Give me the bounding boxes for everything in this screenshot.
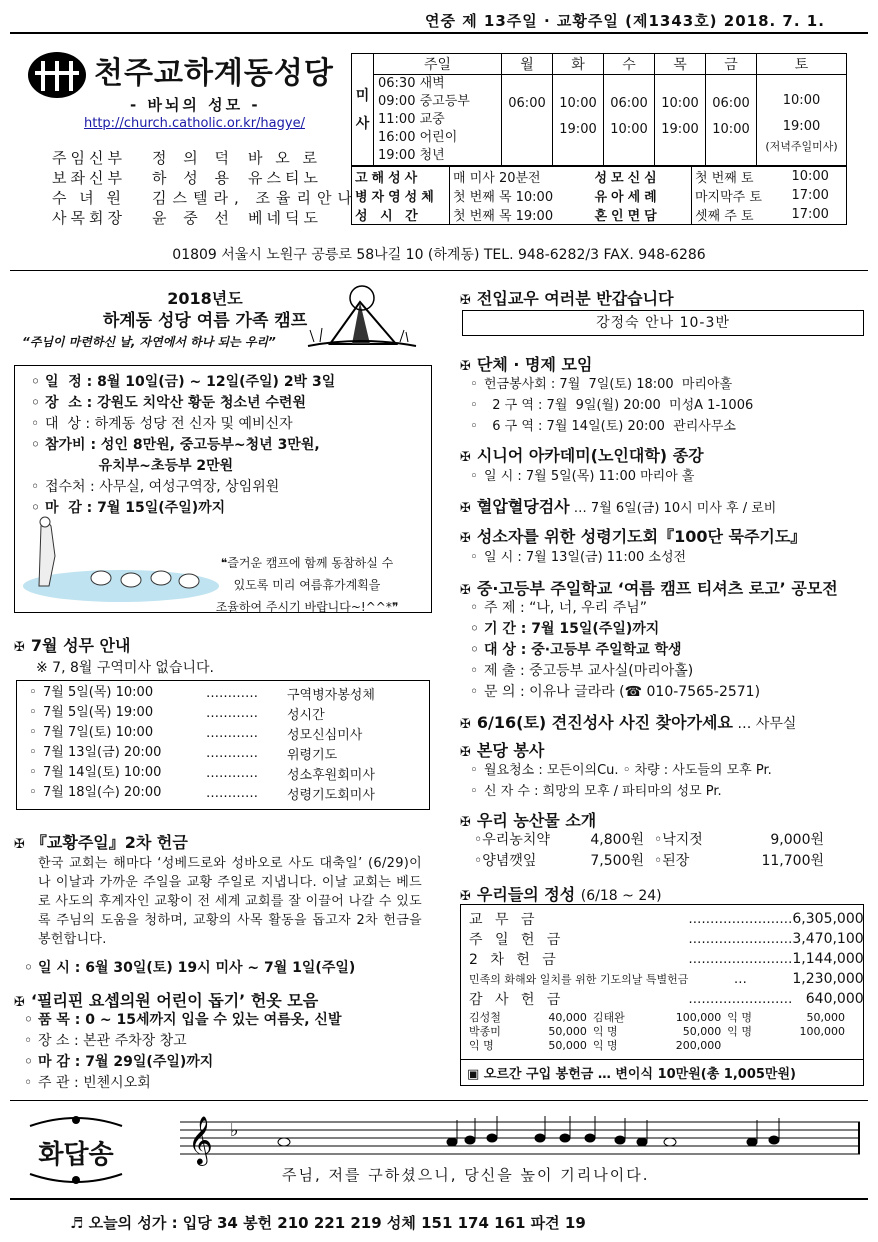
day-header: 목 <box>655 54 706 75</box>
mon-times: 06:00 <box>502 75 553 166</box>
sacrament-cell: 고해성사 <box>352 167 450 187</box>
july-date <box>27 683 177 703</box>
produce-cell: ◦양념깻잎 <box>474 853 537 869</box>
mass-label: 미 사 <box>352 54 374 166</box>
thanks-cell: 100,000 <box>799 1025 845 1038</box>
psalm-label: 화답송 <box>38 1140 114 1170</box>
produce-cell: 7,500원 <box>590 853 644 869</box>
philippine-item: ◦ 장 소 : 본관 주차장 창고 <box>22 1031 341 1052</box>
philippine-item: ◦ 마 감 : 7월 29일(주일)까지 <box>22 1052 341 1073</box>
staff-baptism: 유스티노 <box>248 169 322 187</box>
july-date <box>27 723 177 743</box>
july-date <box>27 763 177 783</box>
issue-info: 연중 제 13주일 · 교황주일 (제1343호) 2018. 7. 1. <box>425 12 825 30</box>
staff-row <box>52 148 322 168</box>
staff-baptism: 바 오 로 <box>248 149 322 167</box>
produce-cell: ◦낙지젓 <box>654 832 703 848</box>
header-divider <box>10 32 868 34</box>
contest-item: ◦ 대 상 : 중·고등부 주일학교 학생 <box>468 640 760 661</box>
camp-box <box>14 365 432 613</box>
group-item: ◦ 2 구 역 : 7월 9일(월) 20:00 미성A 1-1006 <box>468 395 753 416</box>
parish-subtitle: - 바뇌의 성모 - <box>130 96 261 114</box>
sunday-time: 06:30 새벽 <box>378 76 445 91</box>
teacher-title: ✠ 전입교우 여러분 반갑습니다 <box>460 289 674 308</box>
july-date <box>27 703 177 723</box>
teacher-name: 강정숙 안나 10-3반 <box>462 310 864 336</box>
day-header: 토 <box>757 54 847 75</box>
sacrament-row <box>352 205 847 225</box>
camp-note <box>197 552 417 618</box>
svg-text:𝄞: 𝄞 <box>188 1115 213 1164</box>
thanks-cell: 익 명 <box>592 1025 618 1038</box>
camp-title: 하계동 성당 여름 가족 캠프 <box>102 311 308 331</box>
sacrament-table <box>351 166 847 225</box>
offering-row <box>469 969 864 989</box>
day-header: 월 <box>502 54 553 75</box>
produce-title: ✠ 우리 농산물 소개 <box>460 811 597 830</box>
sacrament-cell: 첫 번째 목 10:00 <box>453 190 554 205</box>
sacrament-cell: 매 미사 20분전 <box>453 171 541 186</box>
july-title: ✠ 7월 성무 안내 <box>14 636 131 655</box>
group-item: ◦ 헌금봉사회 : 7월 7일(토) 18:00 마리아홀 <box>468 374 753 395</box>
staff-row <box>52 168 322 188</box>
day-header: 수 <box>604 54 655 75</box>
july-row <box>27 783 375 803</box>
sacrament-cell: 첫 번째 목 19:00 <box>453 209 554 224</box>
camp-item: ◦ 일 정 : 8월 10일(금) ~ 12일(주일) 2박 3일 <box>29 372 431 393</box>
july-date-text: ◦ 7월 18일(수) 20:00 <box>27 785 161 800</box>
camp-item: ◦ 마 감 : 7월 15일(주일)까지 <box>29 498 431 519</box>
staff-role: 보좌신부 <box>52 169 126 187</box>
thu-times: 10:00 19:00 <box>655 75 706 166</box>
parish-url-link[interactable]: http://church.catholic.or.kr/hagye/ <box>84 116 305 131</box>
sat-times: 10:00 19:00 (저녁주일미사) <box>757 75 847 166</box>
july-dots: ………… <box>206 685 258 701</box>
july-row <box>27 703 375 723</box>
hymns-line: ♬ 오늘의 성가 : 입당 34 봉헌 210 221 219 성체 151 174 161 파견 19 <box>70 1214 586 1232</box>
july-date <box>27 743 177 763</box>
thanks-row <box>469 1011 851 1025</box>
produce-table <box>474 830 834 872</box>
camp-item: 유치부~초등부 2만원 <box>45 458 234 474</box>
thanks-cell: 100,000 <box>675 1011 722 1024</box>
camp-note-line: ❝즐거운 캠프에 함께 동참하실 수 <box>220 556 394 570</box>
camp-note-line: 있도록 미리 여름휴가계획을 <box>233 578 381 592</box>
offering-box <box>460 904 864 1086</box>
sacrament-cell: 첫 번째 토 <box>695 171 754 186</box>
thanks-cell: 50,000 <box>682 1025 722 1038</box>
svg-text:♭: ♭ <box>230 1120 239 1141</box>
july-event: 성시간 <box>287 707 325 723</box>
july-note: ※ 7, 8월 구역미사 없습니다. <box>36 660 214 676</box>
july-event: 위령기도 <box>287 747 338 763</box>
sacrament-cell: 17:00 <box>791 188 829 203</box>
july-date-text: ◦ 7월 7일(토) 10:00 <box>27 725 153 740</box>
service-item: ◦ 신 자 수 : 희망의 모후 / 파티마의 성모 Pr. <box>468 781 772 802</box>
thanks-cell: 50,000 <box>548 1039 587 1052</box>
offering-amount: 640,000 <box>805 991 864 1007</box>
camp-item: ◦ 장 소 : 강원도 치악산 황둔 청소년 수련원 <box>29 393 431 414</box>
july-dots: ………… <box>206 705 258 721</box>
july-date-text: ◦ 7월 5일(목) 19:00 <box>27 705 153 720</box>
confirm-title: ✠ 6/16(토) 견진성사 사진 찾아가세요 … 사무실 <box>460 713 797 732</box>
july-date-text: ◦ 7월 13일(금) 20:00 <box>27 745 161 760</box>
sacrament-cell: 10:00 <box>791 169 829 184</box>
thanks-cell <box>727 1039 773 1053</box>
thanks-cell: 익 명 <box>469 1039 494 1052</box>
july-dots: ………… <box>206 725 258 741</box>
offering-dots: … <box>733 971 747 987</box>
july-row <box>27 723 375 743</box>
staff-row <box>52 208 322 228</box>
staff-role: 사목회장 <box>52 209 126 227</box>
july-dots: ………… <box>206 745 258 761</box>
camp-note-line: 조율하여 주시기 바랍니다~!^^*❞ <box>215 600 399 614</box>
offering-amount: 1,144,000 <box>792 951 864 967</box>
produce-row <box>474 830 834 851</box>
staff-name: 하 성 용 <box>152 169 236 187</box>
staff-role: 주임신부 <box>52 149 126 167</box>
staff-baptism: 베네딕도 <box>248 209 322 227</box>
offering-label: 민족의 화해와 일치를 위한 기도의날 특별헌금 <box>469 973 689 986</box>
day-header: 화 <box>553 54 604 75</box>
thanks-row <box>469 1025 851 1039</box>
philippine-item: ◦ 품 목 : 0 ~ 15세까지 입을 수 있는 여름옷, 신발 <box>22 1010 341 1031</box>
offering-row <box>469 949 864 969</box>
sunday-time: 11:00 교중 <box>378 112 445 127</box>
offering-amount: 3,470,100 <box>792 931 864 947</box>
offering-dots: …………………… <box>688 951 793 967</box>
pope-title: ✠ 『교황주일』2차 헌금 <box>14 833 188 852</box>
vocation-title: ✠ 성소자를 위한 성령기도회『100단 묵주기도』 <box>460 527 807 546</box>
camp-item: ◦ 참가비 : 성인 8만원, 중고등부~청년 3만원, <box>29 435 431 456</box>
contest-item: ◦ 기 간 : 7월 15일(주일)까지 <box>468 619 760 640</box>
senior-title: ✠ 시니어 아카데미(노인대학) 종강 <box>460 446 704 465</box>
service-item: ◦ 월요청소 : 모든이의Cu. ◦ 차량 : 사도들의 모후 Pr. <box>468 760 772 781</box>
group-item: ◦ 6 구 역 : 7월 14일(토) 20:00 관리사무소 <box>468 416 753 437</box>
senior-item: ◦ 일 시 : 7월 5일(목) 11:00 마리아 홀 <box>468 466 694 487</box>
contest-title: ✠ 중·고등부 주일학교 ‘여름 캠프 티셔츠 로고’ 공모전 <box>460 579 838 598</box>
staff-list <box>52 148 358 228</box>
staff-name: 윤 중 선 <box>152 209 236 227</box>
mass-schedule-table <box>351 53 847 166</box>
offering-label: 교 무 금 <box>469 912 539 928</box>
offering-label: 감 사 헌 금 <box>469 992 565 1008</box>
staff-name: 정 의 덕 <box>152 149 236 167</box>
sunday-time: 16:00 어린이 <box>378 130 458 145</box>
thanks-cell: 50,000 <box>548 1025 587 1038</box>
july-row <box>27 683 375 703</box>
philippine-item: ◦ 주 관 : 빈첸시오회 <box>22 1073 341 1094</box>
sacrament-cell: 혼인면담 <box>592 205 692 225</box>
offering-dots: …………………… <box>688 931 793 947</box>
psalm-label-box <box>20 1112 132 1188</box>
pope-date: ◦ 일 시 : 6월 30일(토) 19시 미사 ~ 7월 1일(주일) <box>22 958 355 979</box>
sunday-time: 09:00 중고등부 <box>378 94 470 109</box>
july-schedule-box <box>16 680 430 810</box>
thanks-cell: 40,000 <box>548 1011 587 1024</box>
thanks-cell <box>774 1039 851 1053</box>
sacrament-cell: 성 시 간 <box>352 205 450 225</box>
sacrament-row <box>352 167 847 187</box>
footer-divider <box>10 1198 868 1200</box>
staff-role: 수 녀 원 <box>52 189 126 207</box>
thanks-cell: 200,000 <box>675 1039 722 1052</box>
fri-times: 06:00 10:00 <box>706 75 757 166</box>
wed-times: 06:00 10:00 <box>604 75 655 166</box>
day-header: 주일 <box>374 54 502 75</box>
sacrament-row <box>352 186 847 205</box>
sunday-time: 19:00 청년 <box>378 148 445 163</box>
philippine-title: ✠ ‘필리핀 요셉의원 어린이 돕기’ 헌옷 모음 <box>14 991 319 1010</box>
july-dots: ………… <box>206 765 258 781</box>
address-line: 01809 서울시 노원구 공릉로 58나길 10 (하계동) TEL. 948-6282/3 FAX. 948-6286 <box>172 247 706 263</box>
july-date-text: ◦ 7월 14일(토) 10:00 <box>27 765 161 780</box>
camp-year: 2018년도 <box>167 289 243 308</box>
parish-logo-icon <box>28 52 86 98</box>
thanks-cell: 50,000 <box>806 1011 845 1024</box>
thanks-cell: 박종미 <box>469 1025 501 1038</box>
july-date <box>27 783 177 803</box>
produce-cell: ◦된장 <box>654 853 690 869</box>
camp-item: ◦ 접수처 : 사무실, 여성구역장, 상임위원 <box>29 477 431 498</box>
thanks-cell: 익 명 <box>592 1039 618 1052</box>
produce-cell: ◦우리농치약 <box>474 832 550 848</box>
july-dots: ………… <box>206 785 258 801</box>
thanks-cell: 김성철 <box>469 1011 501 1024</box>
offering-label: 주 일 헌 금 <box>469 932 565 948</box>
july-row <box>27 743 375 763</box>
bp-title: ✠ 혈압혈당검사 … 7월 6일(금) 10시 미사 후 / 로비 <box>460 497 777 516</box>
offering-row <box>469 929 864 949</box>
vocation-item: ◦ 일 시 : 7월 13일(금) 11:00 소성전 <box>468 547 686 568</box>
offering-title: ✠ 우리들의 정성 (6/18 ~ 24) <box>460 885 662 904</box>
tue-times: 10:00 19:00 <box>553 75 604 166</box>
thanks-row <box>469 1039 851 1053</box>
camp-item: ◦ 대 상 : 하계동 성당 전 신자 및 예비신자 <box>29 414 431 435</box>
sacrament-cell: 마지막주 토 <box>695 190 762 205</box>
produce-cell: 4,800원 <box>590 832 644 848</box>
offering-dots: …………………… <box>688 991 793 1007</box>
thanks-cell: 김태완 <box>592 1011 625 1024</box>
contest-item: ◦ 주 제 : “나, 너, 우리 주님” <box>468 598 760 619</box>
camp-quote: “주님이 마련하신 날, 자연에서 하나 되는 우리” <box>22 335 276 349</box>
sacrament-cell: 17:00 <box>791 207 829 222</box>
offering-row <box>469 989 864 1009</box>
july-row <box>27 763 375 783</box>
july-date-text: ◦ 7월 5일(목) 10:00 <box>27 685 153 700</box>
produce-cell: 9,000원 <box>770 832 824 848</box>
contest-item: ◦ 문 의 : 이유나 글라라 (☎ 010-7565-2571) <box>468 682 760 703</box>
offering-amount: 6,305,000 <box>792 911 864 927</box>
groups-title: ✠ 단체 · 명제 모임 <box>460 355 593 374</box>
offering-label: 2 차 헌 금 <box>469 952 560 968</box>
address-divider <box>10 270 868 271</box>
sacrament-cell: 유아세례 <box>592 186 692 205</box>
july-event: 성모신심미사 <box>287 727 363 743</box>
tent-icon <box>300 284 420 354</box>
july-event: 구역병자봉성체 <box>287 687 375 703</box>
sacrament-cell: 병자영성체 <box>352 186 450 205</box>
contest-item: ◦ 제 출 : 중고등부 교사실(마리아홀) <box>468 661 760 682</box>
psalm-text: 주님, 저를 구하셨으니, 당신을 높이 기리나이다. <box>282 1166 650 1184</box>
service-title: ✠ 본당 봉사 <box>460 741 545 760</box>
sunday-times <box>374 75 502 166</box>
offering-row <box>469 909 864 929</box>
sacrament-cell: 셋째 주 토 <box>695 209 754 224</box>
staff-name: 김스텔라, 조율리안나 <box>152 189 358 207</box>
july-event: 성령기도회미사 <box>287 787 375 803</box>
pope-body: 한국 교회는 해마다 ‘성베드로와 성바오로 사도 대축일’ (6/29)이나 이날과 가까운 주일을 교황 주일로 지냅니다. 이날 교회는 베드로 사도의 후계자인 교황이 전 세계 교회를 잘 이끌어 나갈 수 있도록 주님의 도움을 청하며, 교황의 사목 활동을 돕고자 2차 헌금을 봉헌합니다. <box>38 856 422 947</box>
sacrament-cell: 성모신심 <box>592 167 692 187</box>
thanks-cell: 익 명 <box>727 1025 753 1038</box>
music-staff-icon <box>180 1110 860 1170</box>
thanks-cell: 익 명 <box>727 1011 753 1024</box>
organ-offering: ▣ 오르간 구입 봉헌금 … 변이식 10만원(총 1,005만원) <box>461 1059 863 1082</box>
july-event: 성소후원회미사 <box>287 767 375 783</box>
psalm-divider <box>10 1100 868 1101</box>
parish-name: 천주교하계동성당 <box>94 56 334 91</box>
offering-amount: 1,230,000 <box>792 971 864 987</box>
day-header: 금 <box>706 54 757 75</box>
offering-dots: …………………… <box>688 911 793 927</box>
shepherd-sheep-icon <box>21 516 221 606</box>
produce-cell: 11,700원 <box>761 853 824 869</box>
staff-row <box>52 188 358 208</box>
produce-row <box>474 851 834 872</box>
